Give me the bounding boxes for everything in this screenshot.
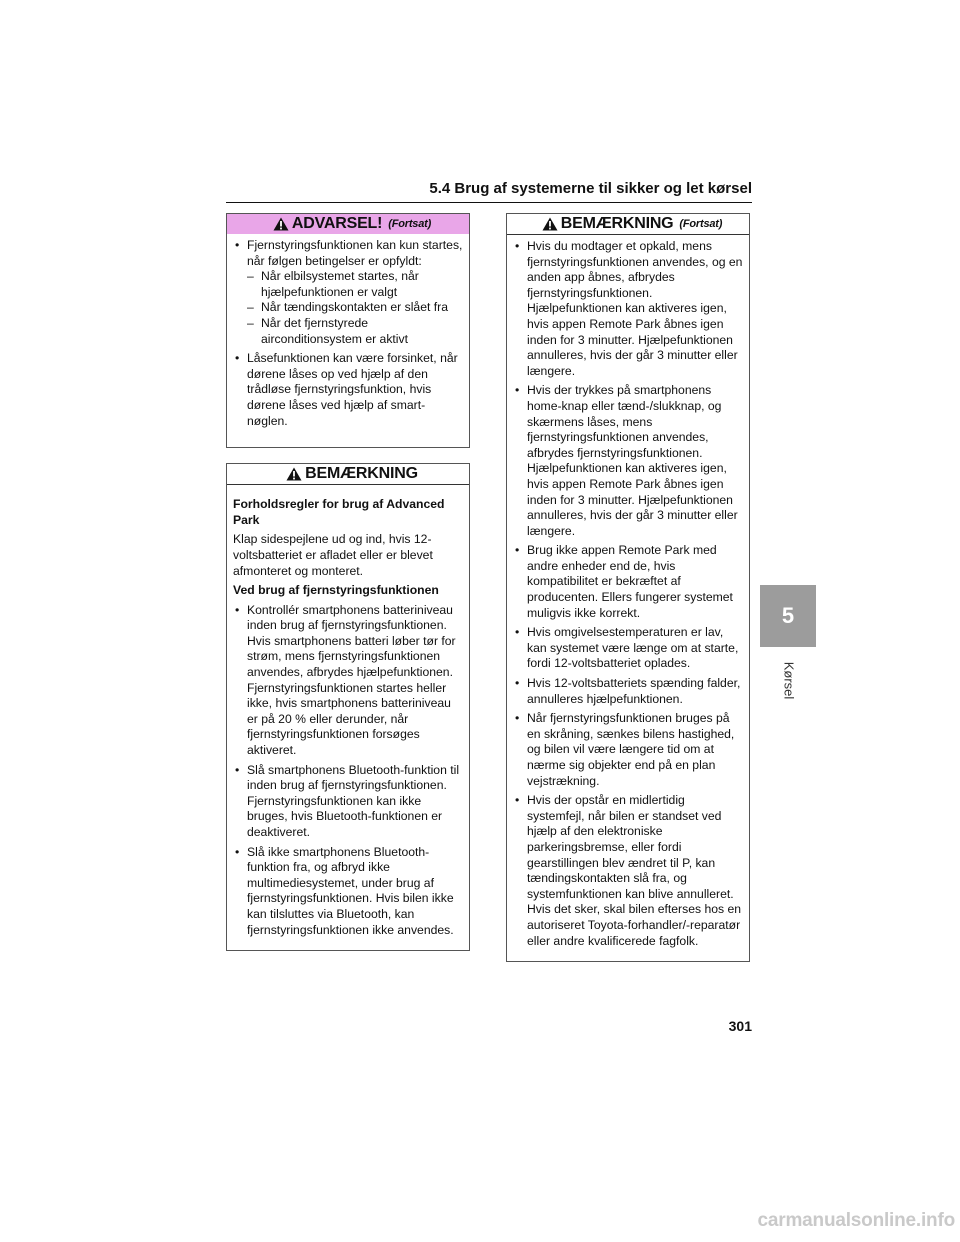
page-number: 301 <box>728 1018 752 1034</box>
note-list <box>513 239 745 949</box>
list-item: – Når elbilsystemet startes, når hjælpefunktionen er valgt <box>247 269 465 300</box>
warning-continued: (Fortsat) <box>388 218 432 230</box>
list-item: • Slå ikke smartphonens Bluetooth-funktion fra, og afbryd ikke multimediesystemet, under brug af fjernstyringsfunktionen. Hvis bilen ikke kan tilsluttes via Bluetooth, kan fjernstyringsfunktionen ikke anvendes. <box>233 845 465 939</box>
note-title: BEMÆRKNING <box>305 465 418 483</box>
list-item: • Hvis du modtager et opkald, mens fjernstyringsfunktionen anvendes, og en anden app åbnes, afbrydes fjernstyringsfunktionen. Hjælpefunktionen kan aktiveres igen, hvis appen Remote Park åbnes igen inden for 3 minutter. Hjælpefunktionen annulleres, hvis der går 3 minutter eller længere. <box>513 239 745 379</box>
note-box <box>226 463 470 951</box>
list-item: • Låsefunktionen kan være forsinket, når dørene låses op ved hjælp af den trådløse fjernstyringsfunktion, hvis dørene låses ved hjælp af smart-nøglen. <box>233 351 465 429</box>
note-subheading: Forholdsregler for brug af Advanced Park <box>233 497 445 527</box>
warning-list <box>233 238 465 429</box>
sub-list <box>247 269 465 347</box>
note-list <box>233 603 465 938</box>
warning-box-header <box>227 214 469 234</box>
list-item: • Hvis omgivelsestemperaturen er lav, kan systemet være længe om at starte, fordi 12-voltsbatteriet oplades. <box>513 625 745 672</box>
list-item: • Slå smartphonens Bluetooth-funktion til inden brug af fjernstyringsfunktionen. Fjernstyringsfunktionen kan ikke bruges, hvis Bluetooth-funktionen er deaktiveret. <box>233 763 465 841</box>
note-continued: (Fortsat) <box>679 218 723 230</box>
section-header: 5.4 Brug af systemerne til sikker og let kørsel <box>226 180 752 203</box>
left-column <box>226 213 470 951</box>
warning-triangle-icon <box>542 217 558 231</box>
warning-triangle-icon <box>286 467 302 481</box>
list-item: • Kontrollér smartphonens batteriniveau inden brug af fjernstyringsfunktionen. Hvis smartphonens batteri løber tør for strøm, mens fjernstyringsfunktionen anvendes, afbrydes hjælpefunktionen. Fjernstyringsfunktionen startes heller ikke, hvis smartphonens batteriniveau er på 20 % eller derunder, når fjernstyringsfunktionen forsøges aktiveret. <box>233 603 465 759</box>
list-item: – Når tændingskontakten er slået fra <box>247 300 465 316</box>
watermark: carmanualsonline.info <box>757 1210 955 1231</box>
note-paragraph: Klap sidespejlene ud og ind, hvis 12-voltsbatteriet er afladet eller er blevet afmonteret og monteret. <box>233 532 433 578</box>
list-item: • Hvis der opstår en midlertidig systemfejl, når bilen er standset ved hjælp af den elektroniske parkeringsbremse, eller fordi gearstillingen blev ændret til P, kan tændingskontakten slå fra, og systemfunktionen kan blive annulleret. Hvis det sker, skal bilen efterses hos en autoriseret Toyota-forhandler/-reparatør eller andre kvalificerede fagfolk. <box>513 793 745 949</box>
list-item: • Brug ikke appen Remote Park med andre enheder end de, hvis kompatibilitet er bekræftet af producenten. Ellers fungerer systemet muligvis ikke korrekt. <box>513 543 745 621</box>
warning-title: ADVARSEL! <box>291 215 383 232</box>
list-item: • Hvis der trykkes på smartphonens home-knap eller tænd-/slukknap, og skærmens låses, mens fjernstyringsfunktionen anvendes, afbrydes fjernstyringsfunktionen. Hjælpefunktionen kan aktiveres igen, hvis appen Remote Park åbnes igen inden for 3 minutter. Hjælpefunktionen annulleres, hvis der går 3 minutter eller længere. <box>513 383 745 539</box>
warning-box <box>226 213 470 448</box>
chapter-tab: 5 <box>760 585 816 647</box>
note-subheading: Ved brug af fjernstyringsfunktionen <box>233 583 439 598</box>
warning-triangle-icon <box>273 217 289 231</box>
note-box-header <box>227 464 469 485</box>
note-box-continued <box>506 213 750 962</box>
chapter-label: Kørsel <box>781 661 797 699</box>
list-item: – Når det fjernstyrede airconditionsystem er aktivt <box>247 316 465 347</box>
list-item: • Hvis 12-voltsbatteriets spænding falder, annulleres hjælpefunktionen. <box>513 676 745 707</box>
note-title: BEMÆRKNING <box>560 215 674 232</box>
right-column <box>506 213 750 962</box>
note-box-header <box>507 214 749 235</box>
list-item: • Fjernstyringsfunktionen kan kun startes, når følgen betingelser er opfyldt: – Når elbilsystemet startes, når hjælpefunktionen er valgt – Når tændingskontakten er slået fra – Når det fjernstyrede airconditionsystem er aktivt <box>233 238 465 347</box>
list-item: • Når fjernstyringsfunktionen bruges på en skråning, sænkes bilens hastighed, og bilen vil være længere tid om at nærme sig objekter end på en plan vejstrækning. <box>513 711 745 789</box>
